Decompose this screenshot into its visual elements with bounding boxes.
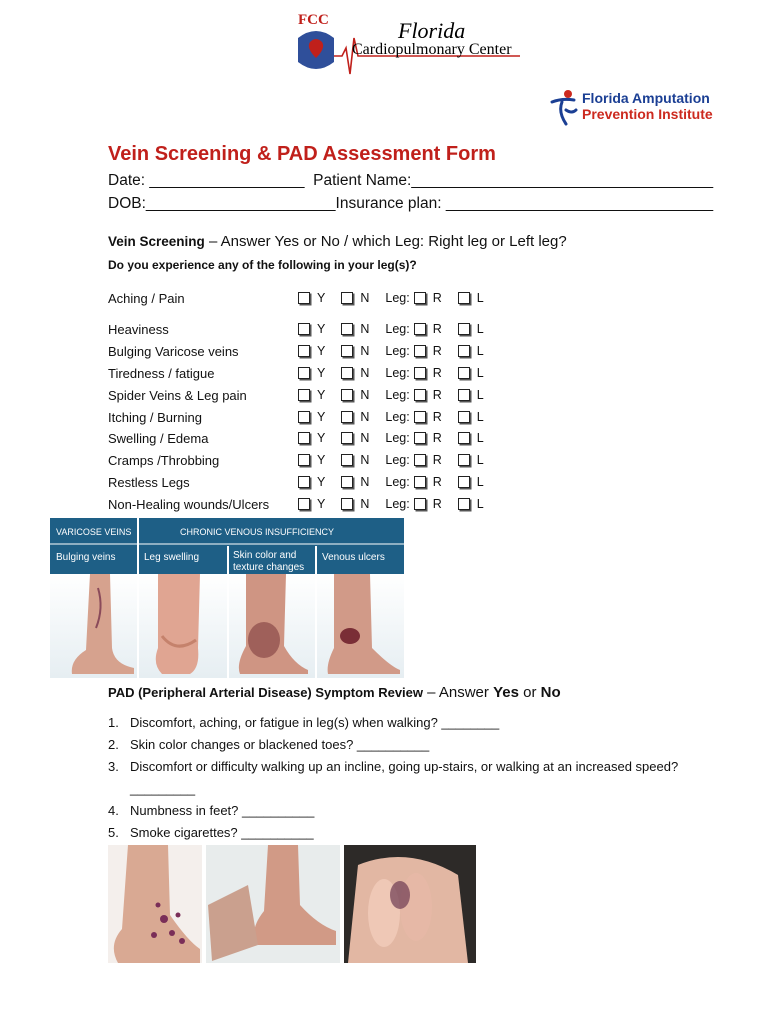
- fcc-monogram: FCC: [298, 12, 329, 28]
- pad-num: 3.: [108, 759, 119, 774]
- yes-label: Y: [317, 453, 326, 467]
- right-leg-checkbox[interactable]: [414, 367, 426, 379]
- yes-label: Y: [317, 497, 326, 511]
- runner-icon: [548, 88, 580, 126]
- symptom-row: [108, 366, 488, 386]
- no-label: N: [360, 431, 370, 445]
- leg-label: Leg:: [385, 475, 410, 489]
- leg-label: Leg:: [385, 366, 410, 380]
- left-leg-checkbox[interactable]: [458, 292, 470, 304]
- pad-heading-bold: PAD (Peripheral Arterial Disease) Symptom Review: [108, 685, 424, 700]
- pad-num: 1.: [108, 715, 119, 730]
- no-label: N: [360, 410, 370, 424]
- symptom-row: [108, 410, 488, 430]
- no-label: N: [360, 475, 370, 489]
- no-checkbox[interactable]: [341, 367, 353, 379]
- symptom-label: Tiredness / fatigue: [108, 366, 215, 381]
- symptom-row: [108, 291, 488, 311]
- symptom-checkboxes: [298, 410, 484, 424]
- right-label: R: [432, 344, 442, 358]
- pad-num: 2.: [108, 737, 119, 752]
- leg-label: Leg:: [385, 431, 410, 445]
- left-label: L: [476, 366, 484, 380]
- fcc-name-line1: Florida: [398, 18, 466, 43]
- fapi-line2: Prevention Institute: [582, 106, 713, 122]
- right-label: R: [432, 322, 442, 336]
- right-leg-checkbox[interactable]: [414, 454, 426, 466]
- yes-checkbox[interactable]: [298, 432, 310, 444]
- symptom-label: Itching / Burning: [108, 410, 202, 425]
- symptom-label: Restless Legs: [108, 475, 190, 490]
- right-label: R: [432, 388, 442, 402]
- no-label: N: [360, 497, 370, 511]
- no-label: N: [360, 388, 370, 402]
- left-label: L: [476, 291, 484, 305]
- left-leg-checkbox[interactable]: [458, 323, 470, 335]
- no-checkbox[interactable]: [341, 345, 353, 357]
- pad-question-4[interactable]: [108, 803, 314, 818]
- yes-label: Y: [317, 388, 326, 402]
- caption-venous-ulcers: Venous ulcers: [322, 552, 385, 563]
- right-label: R: [432, 497, 442, 511]
- left-label: L: [476, 475, 484, 489]
- left-leg-checkbox[interactable]: [458, 345, 470, 357]
- no-label: N: [360, 322, 370, 336]
- pad-question-3[interactable]: [108, 759, 678, 774]
- right-leg-checkbox[interactable]: [414, 292, 426, 304]
- symptom-label: Aching / Pain: [108, 291, 185, 306]
- right-leg-checkbox[interactable]: [414, 498, 426, 510]
- pad-question-1[interactable]: [108, 715, 499, 730]
- fapi-line1: Florida Amputation: [582, 90, 710, 106]
- pad-no: No: [540, 684, 561, 701]
- pad-text: Discomfort, aching, or fatigue in leg(s) when walking? ________: [130, 715, 500, 730]
- symptom-checkboxes: [298, 388, 484, 402]
- yes-label: Y: [317, 366, 326, 380]
- symptom-row: [108, 322, 488, 342]
- left-label: L: [476, 453, 484, 467]
- symptom-row: [108, 388, 488, 408]
- group-label-cvi: CHRONIC VENOUS INSUFFICIENCY: [180, 527, 335, 537]
- symptom-row: [108, 475, 488, 495]
- fcc-logo: [290, 8, 530, 88]
- right-label: R: [432, 366, 442, 380]
- no-label: N: [360, 344, 370, 358]
- symptom-checkboxes: [298, 475, 484, 489]
- symptom-label: Heaviness: [108, 322, 169, 337]
- right-leg-checkbox[interactable]: [414, 476, 426, 488]
- right-label: R: [432, 410, 442, 424]
- symptom-checkboxes: [298, 431, 484, 445]
- yes-checkbox[interactable]: [298, 389, 310, 401]
- left-leg-checkbox[interactable]: [458, 498, 470, 510]
- vein-screening-heading: [108, 233, 567, 250]
- symptom-label: Spider Veins & Leg pain: [108, 388, 247, 403]
- right-label: R: [432, 291, 442, 305]
- form-title: Vein Screening & PAD Assessment Form: [108, 143, 496, 165]
- yes-checkbox[interactable]: [298, 454, 310, 466]
- symptom-label: Cramps /Throbbing: [108, 453, 220, 468]
- left-label: L: [476, 388, 484, 402]
- leg-label: Leg:: [385, 410, 410, 424]
- pad-text: Smoke cigarettes? __________: [130, 825, 314, 840]
- pad-text: _________: [130, 781, 196, 796]
- no-checkbox[interactable]: [341, 498, 353, 510]
- right-leg-checkbox[interactable]: [414, 432, 426, 444]
- dob-insurance-line[interactable]: DOB:______________________Insurance plan: _______________________________: [108, 195, 714, 212]
- left-leg-checkbox[interactable]: [458, 432, 470, 444]
- pad-photos: [108, 845, 476, 963]
- yes-label: Y: [317, 344, 326, 358]
- yes-label: Y: [317, 475, 326, 489]
- right-leg-checkbox[interactable]: [414, 323, 426, 335]
- pad-text: Numbness in feet? __________: [130, 803, 315, 818]
- pad-question-2[interactable]: [108, 737, 429, 752]
- left-leg-checkbox[interactable]: [458, 367, 470, 379]
- no-checkbox[interactable]: [341, 411, 353, 423]
- yes-checkbox[interactable]: [298, 367, 310, 379]
- right-leg-checkbox[interactable]: [414, 389, 426, 401]
- fapi-logo: [548, 88, 748, 128]
- symptom-label: Non-Healing wounds/Ulcers: [108, 497, 270, 512]
- symptom-row: [108, 344, 488, 364]
- caption-texture-changes: texture changes: [233, 562, 305, 573]
- pad-or: or: [518, 684, 541, 701]
- foot-photo-discoloration: [108, 845, 202, 963]
- leg-label: Leg:: [385, 497, 410, 511]
- left-label: L: [476, 497, 484, 511]
- leg-label: Leg:: [385, 344, 410, 358]
- left-leg-checkbox[interactable]: [458, 454, 470, 466]
- left-label: L: [476, 431, 484, 445]
- pad-num: 5.: [108, 825, 119, 840]
- no-checkbox[interactable]: [341, 323, 353, 335]
- no-label: N: [360, 291, 370, 305]
- yes-label: Y: [317, 322, 326, 336]
- caption-bulging-veins: Bulging veins: [56, 552, 116, 563]
- left-label: L: [476, 322, 484, 336]
- symptom-checkboxes: [298, 497, 484, 511]
- yes-checkbox[interactable]: [298, 476, 310, 488]
- leg-label: Leg:: [385, 388, 410, 402]
- no-checkbox[interactable]: [341, 432, 353, 444]
- left-leg-checkbox[interactable]: [458, 476, 470, 488]
- yes-checkbox[interactable]: [298, 292, 310, 304]
- yes-checkbox[interactable]: [298, 411, 310, 423]
- symptom-row: [108, 453, 488, 473]
- symptom-row: [108, 497, 488, 517]
- no-label: N: [360, 366, 370, 380]
- right-label: R: [432, 475, 442, 489]
- caption-skin-color: Skin color and: [233, 550, 297, 561]
- leg-label: Leg:: [385, 453, 410, 467]
- leg-label: Leg:: [385, 322, 410, 336]
- right-label: R: [432, 431, 442, 445]
- pad-yes: Yes: [493, 684, 519, 701]
- date-patient-name-line[interactable]: Date: __________________ Patient Name:___________________________________: [108, 172, 714, 189]
- yes-label: Y: [317, 431, 326, 445]
- pad-text: Discomfort or difficulty walking up an incline, going up-stairs, or walking at an increased speed?: [130, 759, 679, 774]
- fcc-name-line2: Cardiopulmonary Center: [352, 41, 512, 58]
- leg-label: Leg:: [385, 291, 410, 305]
- yes-label: Y: [317, 410, 326, 424]
- pad-heading-rest: – Answer: [423, 684, 494, 701]
- foot-photo-blackened-toes: [206, 845, 340, 963]
- leg-photo-leg-swelling: [156, 574, 200, 674]
- toe-photo-ulcers: [344, 845, 476, 963]
- left-label: L: [476, 344, 484, 358]
- pad-question-3-answer[interactable]: [108, 781, 195, 796]
- symptom-checkboxes: [298, 291, 484, 305]
- group-label-varicose: VARICOSE VEINS: [56, 527, 132, 537]
- symptom-checkboxes: [298, 366, 484, 380]
- pad-text: Skin color changes or blackened toes? __________: [130, 737, 430, 752]
- caption-leg-swelling: Leg swelling: [144, 552, 200, 563]
- pad-num: 4.: [108, 803, 119, 818]
- pad-heading: [108, 684, 561, 701]
- yes-checkbox[interactable]: [298, 345, 310, 357]
- right-leg-checkbox[interactable]: [414, 411, 426, 423]
- symptom-label: Bulging Varicose veins: [108, 344, 239, 359]
- right-leg-checkbox[interactable]: [414, 345, 426, 357]
- symptom-checkboxes: [298, 453, 484, 467]
- symptom-row: [108, 431, 488, 451]
- pad-question-5[interactable]: [108, 825, 314, 840]
- yes-checkbox[interactable]: [298, 323, 310, 335]
- vein-conditions-photo-strip: [50, 518, 404, 678]
- vein-heading-bold: Vein Screening: [108, 234, 205, 249]
- vein-question: Do you experience any of the following in your leg(s)?: [108, 258, 417, 272]
- no-checkbox[interactable]: [341, 389, 353, 401]
- vein-heading-rest: – Answer Yes or No / which Leg: Right leg or Left leg?: [204, 233, 567, 250]
- no-checkbox[interactable]: [341, 476, 353, 488]
- yes-checkbox[interactable]: [298, 498, 310, 510]
- yes-label: Y: [317, 291, 326, 305]
- left-label: L: [476, 410, 484, 424]
- no-checkbox[interactable]: [341, 292, 353, 304]
- left-leg-checkbox[interactable]: [458, 389, 470, 401]
- left-leg-checkbox[interactable]: [458, 411, 470, 423]
- symptom-checkboxes: [298, 344, 484, 358]
- symptom-checkboxes: [298, 322, 484, 336]
- no-checkbox[interactable]: [341, 454, 353, 466]
- symptom-label: Swelling / Edema: [108, 431, 209, 446]
- no-label: N: [360, 453, 370, 467]
- right-label: R: [432, 453, 442, 467]
